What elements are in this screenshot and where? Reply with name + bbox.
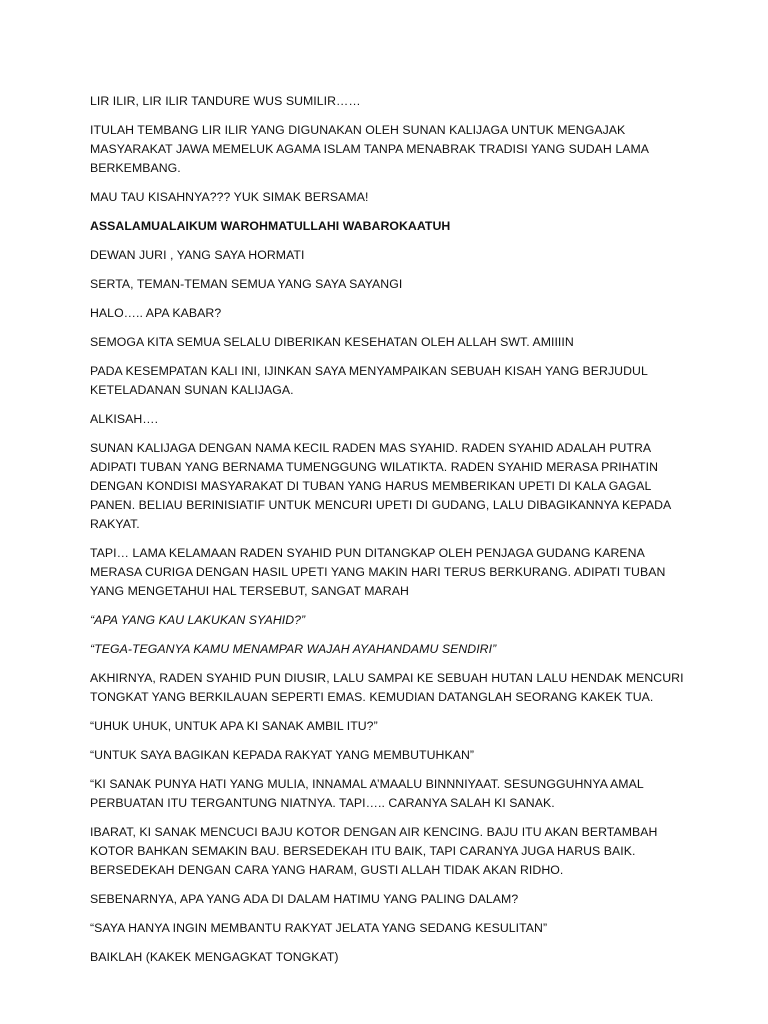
quote-paragraph: “APA YANG KAU LAKUKAN SYAHID?” — [90, 613, 306, 627]
paragraph: “SAYA HANYA INGIN MEMBANTU RAKYAT JELATA YANG SEDANG KESULITAN” — [90, 921, 548, 935]
paragraph: SEMOGA KITA SEMUA SELALU DIBERIKAN KESEHATAN OLEH ALLAH SWT. AMIIIIN — [90, 335, 574, 349]
paragraph: “UNTUK SAYA BAGIKAN KEPADA RAKYAT YANG MEMBUTUHKAN” — [90, 748, 475, 762]
paragraph: SEBENARNYA, APA YANG ADA DI DALAM HATIMU YANG PALING DALAM? — [90, 892, 519, 906]
paragraph: LIR ILIR, LIR ILIR TANDURE WUS SUMILIR…… — [90, 94, 361, 108]
greeting-heading: ASSALAMUALAIKUM WAROHMATULLAHI WABAROKAATUH — [90, 219, 451, 233]
paragraph: PADA KESEMPATAN KALI INI, IJINKAN SAYA MENYAMPAIKAN SEBUAH KISAH YANG BERJUDUL KETELADANAN SUNAN KALIJAGA. — [90, 364, 648, 397]
paragraph: HALO….. APA KABAR? — [90, 306, 222, 320]
paragraph: “KI SANAK PUNYA HATI YANG MULIA, INNAMAL A’MAALU BINNNIYAAT. SESUNGGUHNYA AMAL PERBUATAN ITU TERGANTUNG NIATNYA. TAPI….. CARANYA SALAH KI SANAK. — [90, 777, 644, 810]
paragraph: TAPI… LAMA KELAMAAN RADEN SYAHID PUN DITANGKAP OLEH PENJAGA GUDANG KARENA MERASA CURIGA DENGAN HASIL UPETI YANG MAKIN HARI TERUS BERKURANG. ADIPATI TUBAN YANG MENGETAHUI HAL TERSEBUT, SANGAT MARAH — [90, 546, 666, 598]
paragraph: MAU TAU KISAHNYA??? YUK SIMAK BERSAMA! — [90, 190, 369, 204]
paragraph: ALKISAH…. — [90, 412, 159, 426]
paragraph: BAIKLAH (KAKEK MENGAGKAT TONGKAT) — [90, 950, 339, 964]
paragraph: ITULAH TEMBANG LIR ILIR YANG DIGUNAKAN OLEH SUNAN KALIJAGA UNTUK MENGAJAK MASYARAKAT JAWA MEMELUK AGAMA ISLAM TANPA MENABRAK TRADISI YANG SUDAH LAMA BERKEMBANG. — [90, 123, 649, 175]
paragraph: SERTA, TEMAN-TEMAN SEMUA YANG SAYA SAYANGI — [90, 277, 403, 291]
paragraph: DEWAN JURI , YANG SAYA HORMATI — [90, 248, 305, 262]
paragraph: SUNAN KALIJAGA DENGAN NAMA KECIL RADEN MAS SYAHID. RADEN SYAHID ADALAH PUTRA ADIPATI TUBAN YANG BERNAMA TUMENGGUNG WILATIKTA. RADEN SYAHID MERASA PRIHATIN DENGAN KONDISI MASYARAKAT DI TUBAN YANG HARUS MEMBERIKAN UPETI DI KALA GAGAL PANEN. BELIAU BERINISIATIF UNTUK MENCURI UPETI DI GUDANG, LALU DIBAGIKANNYA KEPADA RAKYAT. — [90, 441, 671, 531]
paragraph: “UHUK UHUK, UNTUK APA KI SANAK AMBIL ITU?” — [90, 719, 378, 733]
paragraph: IBARAT, KI SANAK MENCUCI BAJU KOTOR DENGAN AIR KENCING. BAJU ITU AKAN BERTAMBAH KOTOR BAHKAN SEMAKIN BAU. BERSEDEKAH ITU BAIK, TAPI CARANYA JUGA HARUS BAIK. BERSEDEKAH DENGAN CARA YANG HARAM, GUSTI ALLAH TIDAK AKAN RIDHO. — [90, 825, 658, 877]
quote-paragraph: “TEGA-TEGANYA KAMU MENAMPAR WAJAH AYAHANDAMU SENDIRI” — [90, 642, 497, 656]
document-page — [90, 92, 690, 977]
paragraph: AKHIRNYA, RADEN SYAHID PUN DIUSIR, LALU SAMPAI KE SEBUAH HUTAN LALU HENDAK MENCURI TONGKAT YANG BERKILAUAN SEPERTI EMAS. KEMUDIAN DATANGLAH SEORANG KAKEK TUA. — [90, 671, 684, 704]
